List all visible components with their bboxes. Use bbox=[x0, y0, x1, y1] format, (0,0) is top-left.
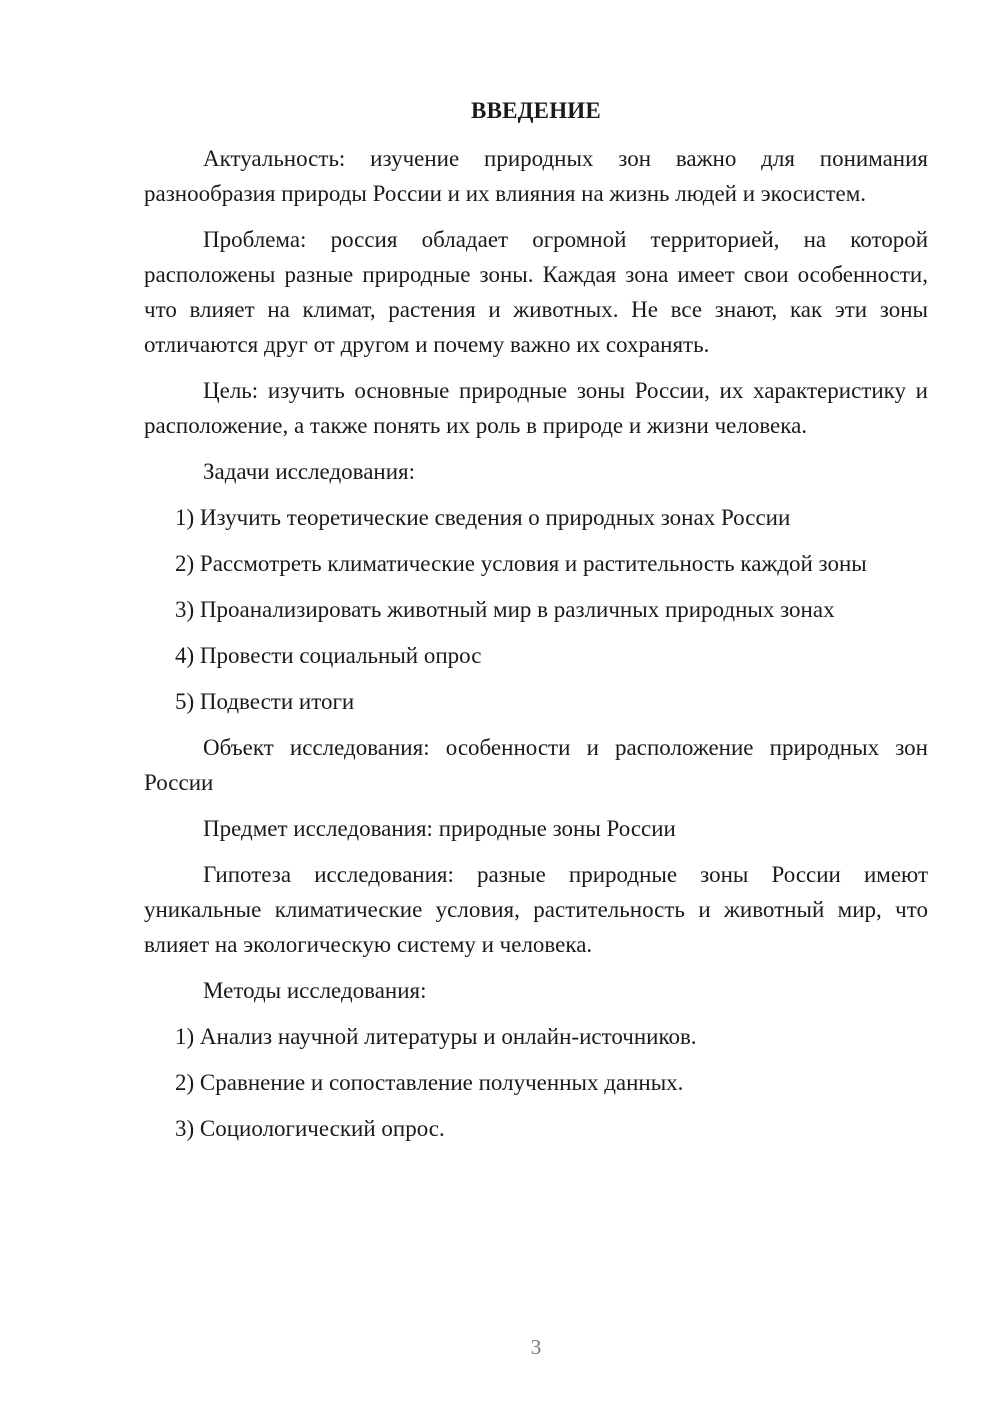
list-item: 2) Рассмотреть климатические условия и растительность каждой зоны bbox=[175, 551, 867, 576]
subject-paragraph: Предмет исследования: природные зоны России bbox=[203, 816, 676, 841]
list-item: 4) Провести социальный опрос bbox=[175, 643, 482, 668]
goal-paragraph: Цель: изучить основные природные зоны России, их характеристику и расположение, а также понять их роль в природе и жизни человека. bbox=[144, 378, 928, 438]
object-paragraph: Объект исследования: особенности и расположение природных зон России bbox=[144, 735, 928, 795]
list-item: 3) Проанализировать животный мир в различных природных зонах bbox=[175, 597, 835, 622]
list-item: 3) Социологический опрос. bbox=[175, 1116, 445, 1141]
list-item: 2) Сравнение и сопоставление полученных данных. bbox=[175, 1070, 684, 1095]
page-title: ВВЕДЕНИЕ bbox=[471, 98, 601, 123]
document-body bbox=[144, 141, 928, 1157]
relevance-paragraph: Актуальность: изучение природных зон важно для понимания разнообразия природы России и их влияния на жизнь людей и экосистем. bbox=[144, 146, 928, 206]
methods-list bbox=[144, 1019, 928, 1146]
tasks-list bbox=[144, 500, 928, 719]
page-number: 3 bbox=[530, 1335, 542, 1359]
methods-heading: Методы исследования: bbox=[203, 978, 427, 1003]
list-item: 1) Анализ научной литературы и онлайн-источников. bbox=[175, 1024, 697, 1049]
list-item: 1) Изучить теоретические сведения о природных зонах России bbox=[175, 505, 791, 530]
list-item: 5) Подвести итоги bbox=[175, 689, 355, 714]
problem-paragraph: Проблема: россия обладает огромной территорией, на которой расположены разные природные зоны. Каждая зона имеет свои особенности, что влияет на климат, растения и животных. Не все знают, как эти зоны отличаются друг от другом и почему важно их сохранять. bbox=[144, 227, 928, 357]
hypothesis-paragraph: Гипотеза исследования: разные природные зоны России имеют уникальные климатические условия, растительность и животный мир, что влияет на экологическую систему и человека. bbox=[144, 862, 928, 957]
tasks-heading: Задачи исследования: bbox=[203, 459, 416, 484]
